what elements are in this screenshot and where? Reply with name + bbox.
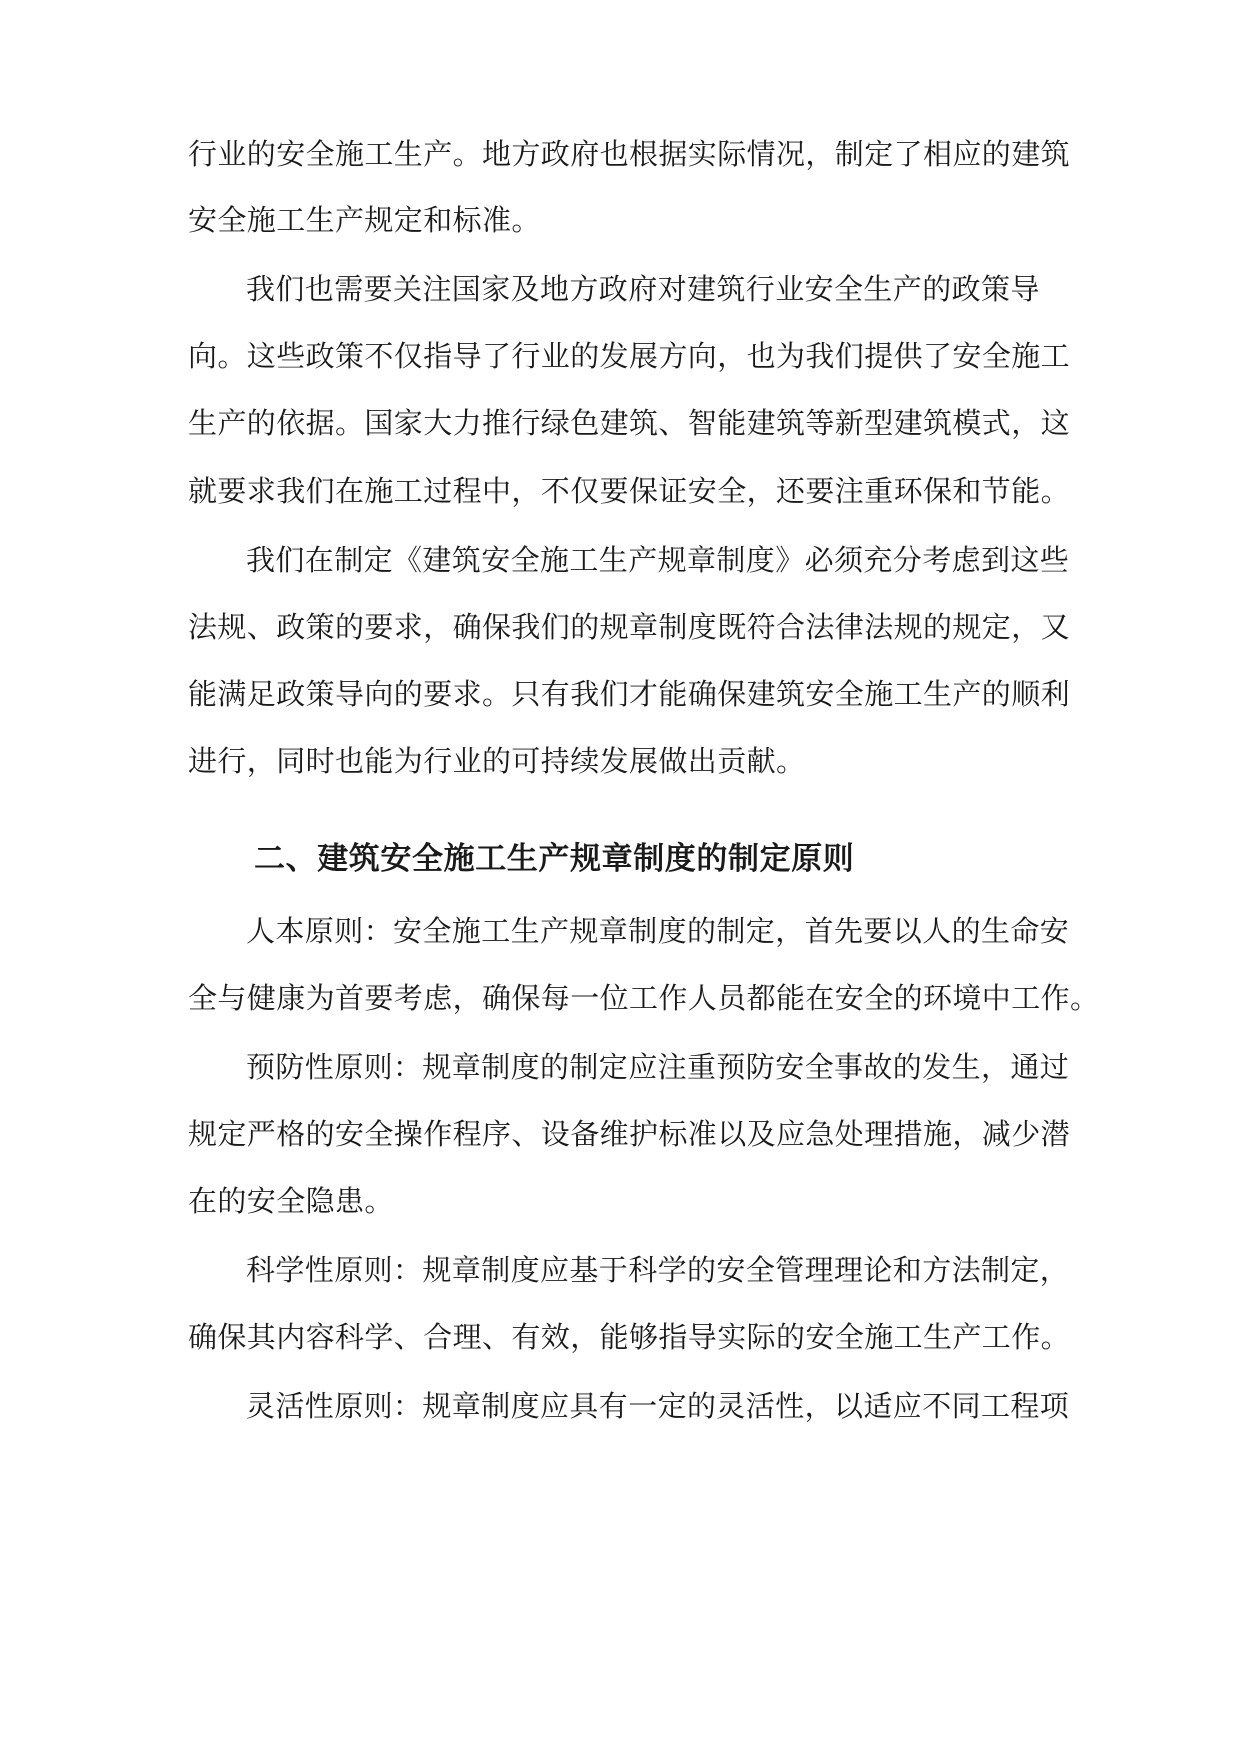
principle4-line1: 灵活性原则：规章制度应具有一定的灵活性，以适应不同工程项 <box>246 1389 1070 1423</box>
principle2-line1: 预防性原则：规章制度的制定应注重预防安全事故的发生，通过 <box>246 1050 1070 1084</box>
para2-line2: 向。这些政策不仅指导了行业的发展方向，也为我们提供了安全施工 <box>188 339 1071 373</box>
principle2-line3: 在的安全隐患。 <box>188 1184 394 1218</box>
para1-line1: 行业的安全施工生产。地方政府也根据实际情况，制定了相应的建筑 <box>188 137 1071 171</box>
section-heading: 二、建筑安全施工生产规章制度的制定原则 <box>254 841 855 877</box>
para1-line2: 安全施工生产规定和标准。 <box>188 203 541 237</box>
para3-line3: 能满足政策导向的要求。只有我们才能确保建筑安全施工生产的顺利 <box>188 677 1071 711</box>
para3-line4: 进行，同时也能为行业的可持续发展做出贡献。 <box>188 744 806 778</box>
para3-line2: 法规、政策的要求，确保我们的规章制度既符合法律法规的规定，又 <box>188 610 1071 644</box>
para3-line1: 我们在制定《建筑安全施工生产规章制度》必须充分考虑到这些 <box>246 543 1070 577</box>
principle2-line2: 规定严格的安全操作程序、设备维护标准以及应急处理措施，减少潜 <box>188 1117 1071 1151</box>
para2-line1: 我们也需要关注国家及地方政府对建筑行业安全生产的政策导 <box>246 272 1040 306</box>
principle1-line2: 全与健康为首要考虑，确保每一位工作人员都能在安全的环境中工作。 <box>188 981 1100 1015</box>
principle3-line2: 确保其内容科学、合理、有效，能够指导实际的安全施工生产工作。 <box>188 1320 1071 1354</box>
principle3-line1: 科学性原则：规章制度应基于科学的安全管理理论和方法制定， <box>246 1253 1070 1287</box>
principle1-line1: 人本原则：安全施工生产规章制度的制定，首先要以人的生命安 <box>246 914 1070 948</box>
para2-line4: 就要求我们在施工过程中，不仅要保证安全，还要注重环保和节能。 <box>188 474 1071 508</box>
para2-line3: 生产的依据。国家大力推行绿色建筑、智能建筑等新型建筑模式，这 <box>188 406 1071 440</box>
